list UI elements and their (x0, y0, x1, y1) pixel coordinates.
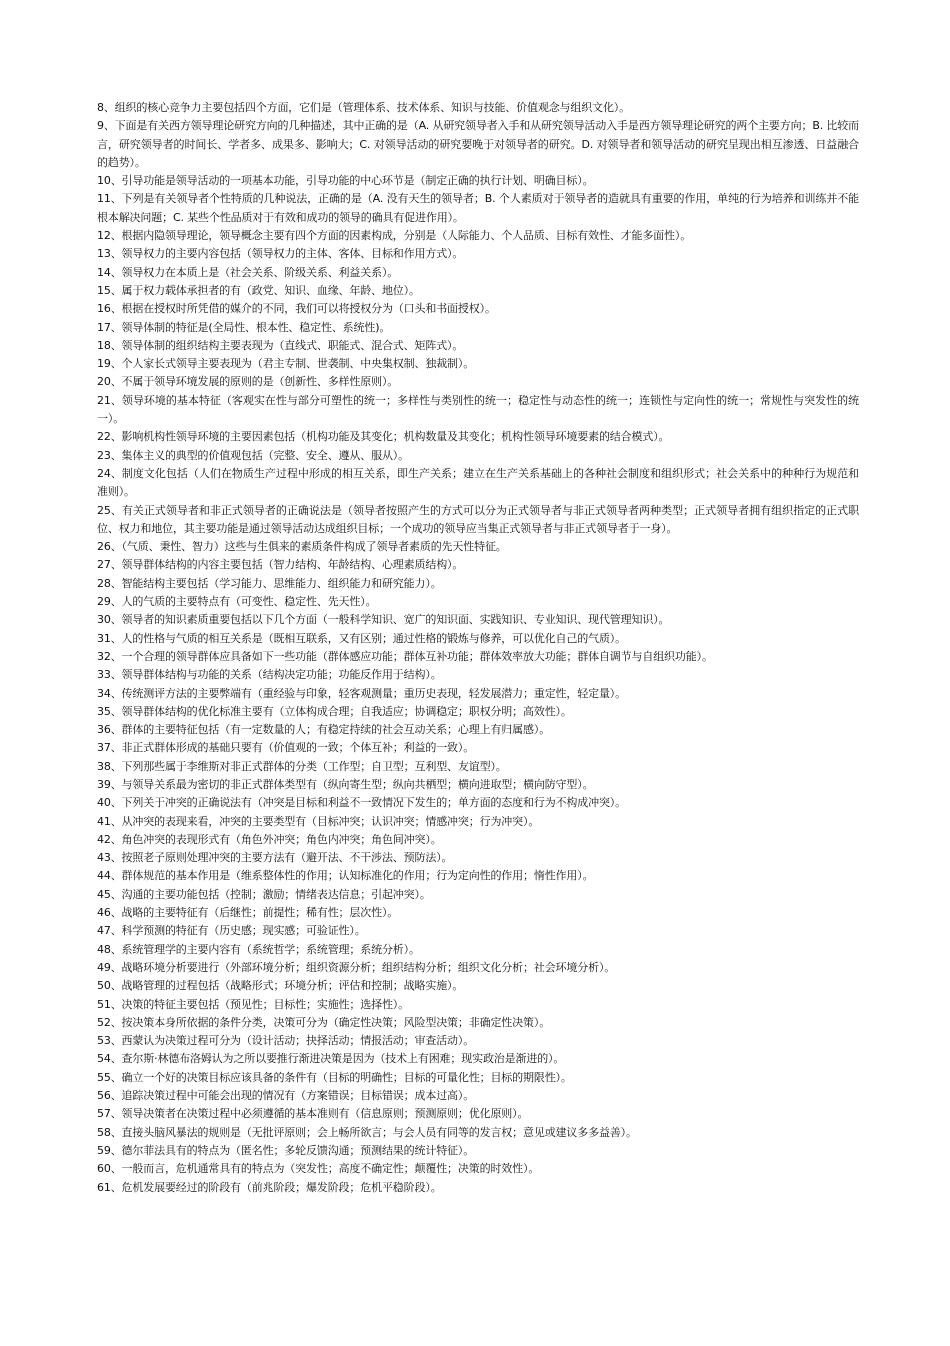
list-item: 26、（气质、秉性、智力）这些与生俱来的素质条件构成了领导者素质的先天性特征。 (97, 540, 507, 554)
list-item: 23、集体主义的典型的价值观包括（完整、安全、遵从、服从）。 (97, 448, 409, 462)
list-item: 12、根据内隐领导理论，领导概念主要有四个方面的因素构成，分别是（人际能力、个人品质、目标有效性、才能多面性）。 (97, 229, 692, 243)
list-item: 45、沟通的主要功能包括（控制；激励；情绪表达信息；引起冲突）。 (97, 887, 431, 901)
list-item: 10、引导功能是领导活动的一项基本功能，引导功能的中心环节是（制定正确的执行计划、明确目标）。 (97, 174, 594, 188)
list-item: 55、确立一个好的决策目标应该具备的条件有（目标的明确性；目标的可量化性；目标的期限性）。 (97, 1070, 572, 1084)
list-item: 34、传统测评方法的主要弊端有（重经验与印象，轻客观测量；重历史表现，轻发展潜力；重定性，轻定量）。 (97, 686, 626, 700)
list-item: 20、不属于领导环境发展的原则的是（创新性、多样性原则）。 (97, 375, 399, 389)
list-item: 53、西蒙认为决策过程可分为（设计活动；抉择活动；情报活动；审查活动）。 (97, 1034, 475, 1048)
list-item: 31、人的性格与气质的相互关系是（既相互联系，又有区别；通过性格的锻炼与修养，可以优化自己的气质）。 (97, 631, 626, 645)
list-item: 49、战略环境分析要进行（外部环境分析；组织资源分析；组织结构分析；组织文化分析；社会环境分析）。 (97, 960, 616, 974)
list-item: 13、领导权力的主要内容包括（领导权力的主体、客体、目标和作用方式）。 (97, 247, 464, 261)
list-item: 8、组织的核心竞争力主要包括四个方面，它们是（管理体系、技术体系、知识与技能、价值观念与组织文化）。 (97, 101, 630, 114)
list-item: 11、下列是有关领导者个性特质的几种说法，正确的是（A. 没有天生的领导者；B. 个人素质对于领导者的造就具有重要的作用，单纯的行为培养和训练并不能根本解决问题；C. 某些个性品质对于有效和成功的领导的确具有促进作用）。 (97, 192, 859, 224)
list-item: 29、人的气质的主要特点有（可变性、稳定性、先天性）。 (97, 595, 377, 609)
list-item: 38、下列那些属于李维斯对非正式群体的分类（工作型；自卫型；互利型、友谊型）。 (97, 759, 507, 773)
list-item: 18、领导体制的组织结构主要表现为（直线式、职能式、混合式、矩阵式）。 (97, 338, 464, 352)
list-item: 16、根据在授权时所凭借的媒介的不同，我们可以将授权分为（口头和书面授权）。 (97, 302, 496, 316)
list-item: 39、与领导关系最为密切的非正式群体类型有（纵向寄生型；纵向共栖型；横向进取型；横向防守型）。 (97, 777, 594, 791)
list-item: 32、一个合理的领导群体应具备如下一些功能（群体感应功能；群体互补功能；群体效率放大功能；群体自调节与自组织功能）。 (97, 649, 713, 663)
list-item: 25、有关正式领导者和非正式领导者的正确说法是（领导者按照产生的方式可以分为正式领导者与非正式领导者两种类型；正式领导者拥有组织指定的正式职位、权力和地位，其主要功能是通过领导活动达成组织目标；一个成功的领导应当集正式领导者与非正式领导者于一身）。 (97, 503, 859, 535)
list-item: 50、战略管理的过程包括（战略形式；环境分析；评估和控制；战略实施）。 (97, 979, 464, 993)
list-item: 44、群体规范的基本作用是（维系整体性的作用；认知标准化的作用；行为定向性的作用；惰性作用）。 (97, 869, 594, 883)
list-item: 58、直接头脑风暴法的规则是（无批评原则；会上畅所欲言；与会人员有同等的发言权；意见或建议多多益善）。 (97, 1125, 637, 1139)
list-item: 15、属于权力载体承担者的有（政党、知识、血缘、年龄、地位）。 (97, 283, 420, 297)
list-item: 59、德尔菲法具有的特点为（匿名性；多轮反馈沟通；预测结果的统计特征）。 (97, 1143, 475, 1157)
list-item: 33、领导群体结构与功能的关系（结构决定功能；功能反作用于结构）。 (97, 668, 442, 682)
list-item: 35、领导群体结构的优化标准主要有（立体构成合理；自我适应；协调稳定；职权分明；高效性）。 (97, 704, 572, 718)
list-item: 43、按照老子原则处理冲突的主要方法有（避开法、不干涉法、预防法）。 (97, 851, 453, 865)
list-item: 41、从冲突的表现来看，冲突的主要类型有（目标冲突；认识冲突；情感冲突；行为冲突）。 (97, 814, 540, 828)
list-item: 17、领导体制的特征是(全局性、根本性、稳定性、系统性)。 (97, 320, 391, 334)
list-item: 27、领导群体结构的内容主要包括（智力结构、年龄结构、心理素质结构）。 (97, 558, 464, 572)
list-item: 22、影响机构性领导环境的主要因素包括（机构功能及其变化；机构数量及其变化；机构性领导环境要素的结合模式）。 (97, 430, 670, 444)
list-item: 19、个人家长式领导主要表现为（君主专制、世袭制、中央集权制、独裁制）。 (97, 357, 475, 371)
list-item: 61、危机发展要经过的阶段有（前兆阶段；爆发阶段；危机平稳阶段）。 (97, 1180, 442, 1194)
list-item: 54、查尔斯·林德布洛姆认为之所以要推行渐进决策是因为（技术上有困难；现实政治是渐进的）。 (97, 1052, 565, 1066)
list-item: 57、领导决策者在决策过程中必须遵循的基本准则有（信息原则；预测原则；优化原则）。 (97, 1107, 529, 1121)
list-item: 30、领导者的知识素质重要包括以下几个方面（一般科学知识、宽广的知识面、实践知识、专业知识、现代管理知识）。 (97, 613, 670, 627)
list-item: 60、一般而言，危机通常具有的特点为（突发性；高度不确定性；颠覆性；决策的时效性）。 (97, 1162, 540, 1176)
list-item: 40、下列关于冲突的正确说法有（冲突是目标和利益不一致情况下发生的；单方面的态度和行为不构成冲突）。 (97, 796, 626, 810)
list-item: 56、追踪决策过程中可能会出现的情况有（方案错误；目标错误；成本过高）。 (97, 1089, 475, 1103)
list-item: 21、领导环境的基本特征（客观实在性与部分可塑性的统一；多样性与类别性的统一；稳定性与动态性的统一；连锁性与定向性的统一；常规性与突发性的统一）。 (97, 393, 859, 426)
list-item: 52、按决策本身所依据的条件分类，决策可分为（确定性决策；风险型决策；非确定性决策）。 (97, 1015, 551, 1029)
list-item: 37、非正式群体形成的基础只要有（价值观的一致；个体互补；利益的一致）。 (97, 741, 475, 755)
question-list (97, 99, 859, 1197)
list-item: 48、系统管理学的主要内容有（系统哲学；系统管理；系统分析）。 (97, 942, 420, 956)
list-item: 46、战略的主要特征有（后继性；前提性；稀有性；层次性）。 (97, 906, 399, 920)
list-item: 9、下面是有关西方领导理论研究方向的几种描述，其中正确的是（A. 从研究领导者入手和从研究领导活动入手是西方领导理论研究的两个主要方向；B. 比较而言，研究领导者的时间长、学者多、成果多、影响大；C. 对领导活动的研究要晚于对领导者的研究。D. 对领导者和领导活动的研究呈现出相互渗透、日益融合的趋势）。 (97, 119, 859, 169)
list-item: 42、角色冲突的表现形式有（角色外冲突；角色内冲突；角色间冲突）。 (97, 832, 442, 846)
list-item: 51、决策的特征主要包括（预见性；目标性；实施性；选择性）。 (97, 997, 409, 1011)
list-item: 14、领导权力在本质上是（社会关系、阶级关系、利益关系）。 (97, 265, 399, 279)
list-item: 24、制度文化包括（人们在物质生产过程中形成的相互关系，即生产关系；建立在生产关系基础上的各种社会制度和组织形式；社会关系中的种种行为规范和准则）。 (97, 466, 859, 499)
list-item: 36、群体的主要特征包括（有一定数量的人；有稳定持续的社会互动关系；心理上有归属感）。 (97, 723, 551, 737)
list-item: 28、智能结构主要包括（学习能力、思维能力、组织能力和研究能力）。 (97, 576, 442, 590)
list-item: 47、科学预测的特征有（历史感；现实感；可验证性）。 (97, 924, 366, 938)
